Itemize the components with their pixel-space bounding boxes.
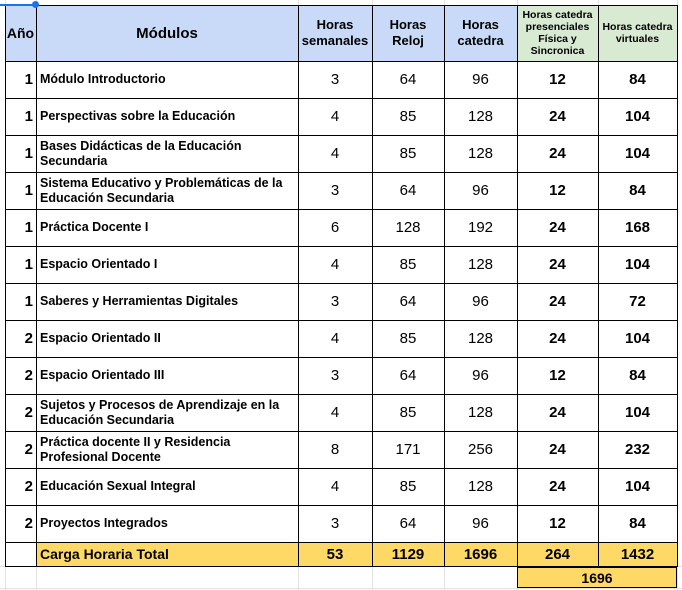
row-anio[interactable] bbox=[5, 394, 36, 431]
header-horas-reloj[interactable] bbox=[372, 5, 444, 61]
row-horas-catedra-text: 96 bbox=[472, 293, 489, 310]
row-horas-catedra[interactable] bbox=[444, 283, 517, 320]
header-horas-presenciales[interactable] bbox=[517, 5, 598, 61]
row-horas-semanales-text: 3 bbox=[330, 71, 340, 88]
row-modulo-text: Módulo Introductorio bbox=[40, 72, 166, 86]
row-horas-reloj[interactable] bbox=[372, 246, 444, 283]
row-anio-text: 2 bbox=[24, 330, 33, 347]
table-border bbox=[677, 5, 678, 567]
row-horas-presenciales-text: 24 bbox=[549, 478, 566, 495]
row-modulo-text: Proyectos Integrados bbox=[40, 516, 168, 530]
gridline bbox=[36, 566, 37, 590]
header-horas-semanales-text: Horas semanales bbox=[301, 17, 369, 48]
header-horas-reloj-text: Horas Reloj bbox=[389, 17, 427, 48]
total-horas-semanales[interactable] bbox=[298, 542, 372, 566]
row-horas-reloj-text: 85 bbox=[399, 145, 417, 162]
row-horas-presenciales[interactable] bbox=[517, 61, 598, 98]
row-horas-reloj-text: 171 bbox=[395, 441, 421, 458]
row-horas-presenciales-text: 24 bbox=[549, 108, 566, 125]
row-horas-virtuales-text: 84 bbox=[629, 515, 646, 532]
row-horas-reloj-text: 64 bbox=[399, 367, 417, 384]
row-modulo-text: Espacio Orientado III bbox=[40, 368, 165, 382]
row-horas-presenciales[interactable] bbox=[517, 468, 598, 505]
table-border bbox=[372, 5, 373, 567]
row-horas-semanales[interactable] bbox=[298, 246, 372, 283]
row-horas-catedra[interactable] bbox=[444, 135, 517, 172]
row-horas-presenciales-text: 24 bbox=[549, 145, 566, 162]
row-anio-text: 1 bbox=[24, 182, 33, 199]
row-horas-semanales-text: 4 bbox=[330, 108, 340, 125]
row-horas-semanales-text: 4 bbox=[330, 330, 340, 347]
row-horas-semanales-text: 3 bbox=[330, 182, 340, 199]
row-anio-text: 2 bbox=[24, 404, 33, 421]
row-horas-semanales-text: 3 bbox=[330, 293, 340, 310]
row-horas-virtuales-text: 84 bbox=[629, 367, 646, 384]
row-horas-virtuales-text: 168 bbox=[624, 219, 651, 236]
row-horas-reloj-text: 128 bbox=[395, 219, 421, 236]
row-horas-reloj-text: 85 bbox=[399, 108, 417, 125]
row-anio[interactable] bbox=[5, 283, 36, 320]
row-horas-reloj[interactable] bbox=[372, 505, 444, 542]
table-border bbox=[5, 5, 678, 6]
table-border bbox=[5, 431, 678, 432]
row-horas-reloj[interactable] bbox=[372, 98, 444, 135]
row-modulo-text: Espacio Orientado II bbox=[40, 331, 161, 345]
row-horas-catedra-text: 128 bbox=[467, 404, 494, 421]
row-horas-catedra-text: 96 bbox=[472, 515, 489, 532]
row-anio[interactable] bbox=[5, 505, 36, 542]
row-horas-semanales[interactable] bbox=[298, 357, 372, 394]
total-horas-virtuales[interactable] bbox=[598, 542, 677, 566]
table-border bbox=[5, 135, 678, 136]
row-anio[interactable] bbox=[5, 431, 36, 468]
row-horas-presenciales[interactable] bbox=[517, 505, 598, 542]
row-anio-text: 2 bbox=[24, 478, 33, 495]
gridline bbox=[372, 566, 373, 590]
row-horas-catedra[interactable] bbox=[444, 209, 517, 246]
header-anio-text: Año bbox=[6, 25, 35, 41]
row-horas-catedra[interactable] bbox=[444, 320, 517, 357]
row-horas-catedra[interactable] bbox=[444, 172, 517, 209]
row-horas-reloj[interactable] bbox=[372, 172, 444, 209]
row-horas-catedra-text: 192 bbox=[467, 219, 494, 236]
row-horas-virtuales-text: 84 bbox=[629, 71, 646, 88]
table-border bbox=[5, 320, 678, 321]
row-modulo-text: Bases Didácticas de la Educación Secundaria bbox=[40, 138, 242, 168]
row-horas-semanales[interactable] bbox=[298, 394, 372, 431]
row-horas-presenciales[interactable] bbox=[517, 283, 598, 320]
row-horas-semanales[interactable] bbox=[298, 320, 372, 357]
row-anio[interactable] bbox=[5, 61, 36, 98]
table-border bbox=[5, 468, 678, 469]
table-border bbox=[517, 5, 518, 567]
row-anio-text: 2 bbox=[24, 441, 33, 458]
table-border bbox=[5, 566, 678, 567]
table-border bbox=[5, 246, 678, 247]
row-horas-virtuales[interactable] bbox=[598, 320, 677, 357]
row-horas-presenciales-text: 12 bbox=[549, 367, 566, 384]
row-horas-reloj-text: 85 bbox=[399, 404, 417, 421]
row-horas-presenciales-text: 24 bbox=[549, 404, 566, 421]
row-horas-catedra-text: 128 bbox=[467, 145, 494, 162]
row-modulo-text: Práctica docente II y Residencia Profesional Docente bbox=[40, 434, 231, 464]
total-label-text: Carga Horaria Total bbox=[40, 545, 169, 562]
row-horas-semanales[interactable] bbox=[298, 283, 372, 320]
header-modulos[interactable] bbox=[36, 5, 298, 61]
row-horas-catedra[interactable] bbox=[444, 431, 517, 468]
row-horas-semanales-text: 4 bbox=[330, 478, 340, 495]
row-horas-catedra-text: 128 bbox=[467, 478, 494, 495]
row-horas-presenciales[interactable] bbox=[517, 246, 598, 283]
total-horas-catedra[interactable] bbox=[444, 542, 517, 566]
row-horas-virtuales-text: 104 bbox=[624, 330, 651, 347]
row-anio-text: 2 bbox=[24, 515, 33, 532]
row-anio[interactable] bbox=[5, 209, 36, 246]
row-horas-presenciales[interactable] bbox=[517, 135, 598, 172]
row-modulo[interactable] bbox=[36, 394, 298, 431]
table-border bbox=[444, 5, 445, 567]
row-horas-virtuales-text: 104 bbox=[624, 256, 651, 273]
row-horas-virtuales[interactable] bbox=[598, 357, 677, 394]
selection-indicator bbox=[0, 4, 34, 6]
row-modulo-text: Sistema Educativo y Problemáticas de la Educación Secundaria bbox=[40, 175, 283, 205]
table-border bbox=[5, 61, 678, 62]
row-horas-presenciales-text: 24 bbox=[549, 330, 566, 347]
row-horas-presenciales[interactable] bbox=[517, 320, 598, 357]
row-anio-text: 1 bbox=[24, 256, 33, 273]
gridline bbox=[0, 588, 682, 589]
row-horas-reloj[interactable] bbox=[372, 135, 444, 172]
row-horas-virtuales[interactable] bbox=[598, 209, 677, 246]
row-horas-catedra-text: 128 bbox=[467, 256, 494, 273]
row-horas-presenciales[interactable] bbox=[517, 394, 598, 431]
row-horas-reloj-text: 64 bbox=[399, 182, 417, 199]
row-modulo[interactable] bbox=[36, 357, 298, 394]
header-modulos-text: Módulos bbox=[136, 24, 198, 42]
row-anio-text: 1 bbox=[24, 145, 33, 162]
row-horas-presenciales-text: 12 bbox=[549, 182, 566, 199]
row-horas-semanales-text: 4 bbox=[330, 256, 340, 273]
row-horas-virtuales[interactable] bbox=[598, 98, 677, 135]
row-horas-catedra[interactable] bbox=[444, 394, 517, 431]
row-horas-semanales-text: 3 bbox=[330, 367, 340, 384]
total-horas-catedra-text: 1696 bbox=[463, 545, 498, 563]
row-modulo[interactable] bbox=[36, 283, 298, 320]
row-horas-presenciales-text: 24 bbox=[549, 293, 566, 310]
total-label[interactable] bbox=[36, 542, 298, 566]
header-anio[interactable] bbox=[5, 5, 36, 61]
row-horas-semanales[interactable] bbox=[298, 431, 372, 468]
row-horas-virtuales[interactable] bbox=[598, 246, 677, 283]
subtotal-cell[interactable] bbox=[517, 567, 677, 588]
row-modulo-text: Perspectivas sobre la Educación bbox=[40, 109, 236, 123]
table-border bbox=[5, 357, 678, 358]
row-horas-presenciales-text: 24 bbox=[549, 256, 566, 273]
header-horas-virtuales-text: Horas catedra virtuales bbox=[602, 21, 673, 45]
table-border bbox=[5, 209, 678, 210]
row-horas-presenciales-text: 12 bbox=[549, 71, 566, 88]
table-border bbox=[5, 283, 678, 284]
header-horas-catedra[interactable] bbox=[444, 5, 517, 61]
row-horas-virtuales-text: 104 bbox=[624, 478, 651, 495]
row-horas-reloj[interactable] bbox=[372, 468, 444, 505]
row-horas-catedra[interactable] bbox=[444, 357, 517, 394]
row-modulo[interactable] bbox=[36, 61, 298, 98]
gridline bbox=[5, 566, 6, 590]
table-border bbox=[5, 505, 678, 506]
row-modulo-text: Educación Sexual Integral bbox=[40, 479, 196, 493]
row-horas-semanales-text: 3 bbox=[330, 515, 340, 532]
header-horas-presenciales-text: Horas catedra presenciales Física y Sincronica bbox=[522, 9, 593, 57]
row-horas-catedra-text: 128 bbox=[467, 330, 494, 347]
row-horas-virtuales-text: 104 bbox=[624, 108, 651, 125]
row-horas-reloj-text: 85 bbox=[399, 256, 417, 273]
row-horas-virtuales-text: 232 bbox=[624, 441, 651, 458]
table-border bbox=[5, 5, 6, 567]
row-horas-semanales[interactable] bbox=[298, 209, 372, 246]
row-horas-catedra[interactable] bbox=[444, 98, 517, 135]
selection-handle[interactable] bbox=[32, 1, 39, 8]
row-horas-catedra[interactable] bbox=[444, 505, 517, 542]
row-horas-reloj-text: 85 bbox=[399, 478, 417, 495]
table-border bbox=[5, 172, 678, 173]
row-modulo[interactable] bbox=[36, 431, 298, 468]
row-horas-reloj[interactable] bbox=[372, 357, 444, 394]
row-horas-catedra[interactable] bbox=[444, 468, 517, 505]
row-modulo-text: Práctica Docente I bbox=[40, 220, 149, 234]
row-horas-semanales-text: 8 bbox=[330, 441, 340, 458]
row-anio-text: 2 bbox=[24, 367, 33, 384]
row-anio[interactable] bbox=[5, 135, 36, 172]
row-horas-virtuales[interactable] bbox=[598, 135, 677, 172]
row-anio[interactable] bbox=[5, 357, 36, 394]
row-modulo[interactable] bbox=[36, 468, 298, 505]
row-horas-virtuales[interactable] bbox=[598, 172, 677, 209]
table-border bbox=[598, 5, 599, 567]
row-modulo-text: Saberes y Herramientas Digitales bbox=[40, 294, 239, 308]
row-horas-presenciales[interactable] bbox=[517, 172, 598, 209]
row-modulo[interactable] bbox=[36, 172, 298, 209]
row-horas-virtuales[interactable] bbox=[598, 394, 677, 431]
header-horas-catedra-text: Horas catedra bbox=[457, 17, 504, 48]
row-modulo[interactable] bbox=[36, 98, 298, 135]
row-anio-text: 1 bbox=[24, 293, 33, 310]
subtotal-cell-text: 1696 bbox=[581, 569, 613, 586]
total-horas-semanales-text: 53 bbox=[326, 545, 344, 563]
row-horas-semanales[interactable] bbox=[298, 61, 372, 98]
row-horas-presenciales[interactable] bbox=[517, 431, 598, 468]
row-anio[interactable] bbox=[5, 172, 36, 209]
row-horas-semanales-text: 4 bbox=[330, 145, 340, 162]
row-horas-virtuales[interactable] bbox=[598, 468, 677, 505]
row-horas-reloj[interactable] bbox=[372, 431, 444, 468]
table-border bbox=[5, 394, 678, 395]
row-horas-reloj[interactable] bbox=[372, 209, 444, 246]
row-horas-catedra-text: 96 bbox=[472, 182, 489, 199]
table-border bbox=[5, 542, 678, 543]
row-horas-virtuales[interactable] bbox=[598, 505, 677, 542]
table-border bbox=[5, 98, 678, 99]
row-modulo[interactable] bbox=[36, 505, 298, 542]
row-horas-presenciales[interactable] bbox=[517, 357, 598, 394]
row-horas-catedra-text: 96 bbox=[472, 367, 489, 384]
row-horas-catedra[interactable] bbox=[444, 246, 517, 283]
row-horas-catedra-text: 128 bbox=[467, 108, 494, 125]
row-horas-semanales[interactable] bbox=[298, 172, 372, 209]
row-modulo[interactable] bbox=[36, 209, 298, 246]
row-horas-reloj[interactable] bbox=[372, 283, 444, 320]
row-horas-reloj-text: 64 bbox=[399, 71, 417, 88]
gridline bbox=[677, 566, 678, 590]
row-horas-reloj-text: 64 bbox=[399, 515, 417, 532]
row-horas-reloj[interactable] bbox=[372, 61, 444, 98]
row-horas-semanales[interactable] bbox=[298, 98, 372, 135]
gridline bbox=[298, 566, 299, 590]
row-horas-catedra[interactable] bbox=[444, 61, 517, 98]
row-horas-reloj-text: 64 bbox=[399, 293, 417, 310]
row-horas-virtuales-text: 84 bbox=[629, 182, 646, 199]
row-horas-semanales-text: 6 bbox=[330, 219, 340, 236]
table-border bbox=[36, 5, 37, 567]
row-horas-virtuales-text: 72 bbox=[629, 293, 646, 310]
header-horas-virtuales[interactable] bbox=[598, 5, 677, 61]
row-horas-virtuales-text: 104 bbox=[624, 404, 651, 421]
total-horas-reloj[interactable] bbox=[372, 542, 444, 566]
row-horas-semanales[interactable] bbox=[298, 135, 372, 172]
total-horas-presenciales-text: 264 bbox=[544, 545, 571, 563]
row-horas-presenciales[interactable] bbox=[517, 98, 598, 135]
row-modulo[interactable] bbox=[36, 135, 298, 172]
row-anio[interactable] bbox=[5, 246, 36, 283]
row-horas-virtuales[interactable] bbox=[598, 283, 677, 320]
row-horas-semanales[interactable] bbox=[298, 468, 372, 505]
total-anio-empty[interactable] bbox=[5, 542, 36, 566]
row-modulo-text: Espacio Orientado I bbox=[40, 257, 158, 271]
row-anio[interactable] bbox=[5, 468, 36, 505]
row-horas-catedra-text: 96 bbox=[472, 71, 489, 88]
header-horas-semanales[interactable] bbox=[298, 5, 372, 61]
row-modulo[interactable] bbox=[36, 320, 298, 357]
total-horas-virtuales-text: 1432 bbox=[620, 545, 655, 563]
row-anio-text: 1 bbox=[24, 71, 33, 88]
row-anio-text: 1 bbox=[24, 219, 33, 236]
row-horas-catedra-text: 256 bbox=[467, 441, 494, 458]
row-modulo[interactable] bbox=[36, 246, 298, 283]
row-horas-virtuales[interactable] bbox=[598, 61, 677, 98]
row-horas-presenciales-text: 24 bbox=[549, 441, 566, 458]
row-modulo-text: Sujetos y Procesos de Aprendizaje en la Educación Secundaria bbox=[40, 397, 280, 427]
total-horas-reloj-text: 1129 bbox=[391, 545, 425, 563]
row-horas-virtuales[interactable] bbox=[598, 431, 677, 468]
table-border bbox=[298, 5, 299, 567]
row-horas-presenciales-text: 12 bbox=[549, 515, 566, 532]
row-anio-text: 1 bbox=[24, 108, 33, 125]
row-horas-semanales[interactable] bbox=[298, 505, 372, 542]
gridline bbox=[444, 566, 445, 590]
row-horas-presenciales-text: 24 bbox=[549, 219, 566, 236]
row-horas-virtuales-text: 104 bbox=[624, 145, 651, 162]
total-horas-presenciales[interactable] bbox=[517, 542, 598, 566]
row-horas-presenciales[interactable] bbox=[517, 209, 598, 246]
row-anio[interactable] bbox=[5, 98, 36, 135]
row-horas-reloj-text: 85 bbox=[399, 330, 417, 347]
row-horas-semanales-text: 4 bbox=[330, 404, 340, 421]
row-anio[interactable] bbox=[5, 320, 36, 357]
row-horas-reloj[interactable] bbox=[372, 394, 444, 431]
row-horas-reloj[interactable] bbox=[372, 320, 444, 357]
